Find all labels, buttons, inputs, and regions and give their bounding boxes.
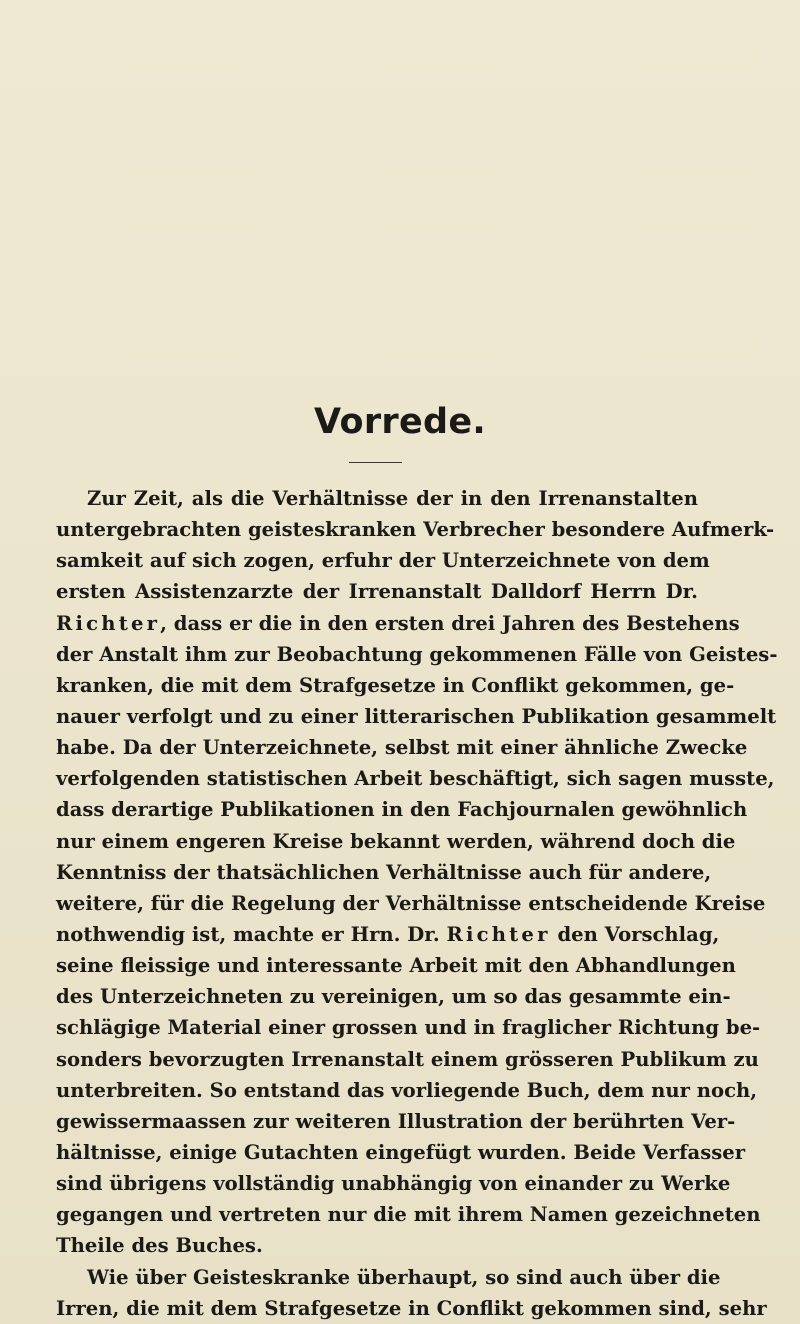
text-line: hältnisse, einige Gutachten eingefügt wurden. Beide Verfasser bbox=[56, 1140, 746, 1164]
text-line: samkeit auf sich zogen, erfuhr der Unterzeichnete von dem bbox=[56, 549, 710, 573]
text-line: Kenntniss der thatsächlichen Verhältnisse auch für andere, bbox=[56, 860, 712, 884]
text-line: untergebrachten geisteskranken Verbrecher besondere Aufmerk- bbox=[56, 518, 775, 542]
text-fragment: , dass er die in den ersten drei Jahren des Bestehens bbox=[160, 611, 740, 635]
text-line: habe. Da der Unterzeichnete, selbst mit einer ähnliche Zwecke bbox=[56, 736, 748, 760]
text-line: nauer verfolgt und zu einer litterarischen Publikation gesammelt bbox=[56, 704, 777, 728]
text-line: des Unterzeichneten zu vereinigen, um so das gesammte ein- bbox=[56, 985, 731, 1009]
text-line: Theile des Buches. bbox=[56, 1234, 263, 1258]
title-rule bbox=[349, 462, 402, 463]
text-line bbox=[56, 919, 720, 950]
text-line: verfolgenden statistischen Arbeit beschäftigt, sich sagen musste, bbox=[56, 767, 775, 791]
text-line: Zur Zeit, als die Verhältnisse der in den Irrenanstalten bbox=[87, 487, 698, 510]
text-line: weitere, für die Regelung der Verhältnisse entscheidende Kreise bbox=[56, 891, 766, 915]
text-line: sonders bevorzugten Irrenanstalt einem grösseren Publikum zu bbox=[56, 1047, 759, 1071]
text-line: der Anstalt ihm zur Beobachtung gekommenen Fälle von Geistes- bbox=[56, 642, 778, 666]
text-line: gegangen und vertreten nur die mit ihrem Namen gezeichneten bbox=[56, 1203, 761, 1227]
text-line: Irren, die mit dem Strafgesetze in Conflikt gekommen sind, sehr bbox=[56, 1296, 767, 1320]
author-name: Richter bbox=[446, 922, 551, 946]
author-name: Richter bbox=[56, 611, 161, 635]
text-fragment: den Vorschlag, bbox=[550, 922, 720, 946]
text-line: kranken, die mit dem Strafgesetze in Conflikt gekommen, ge- bbox=[56, 673, 735, 697]
text-line: schlägige Material einer grossen und in fraglicher Richtung be- bbox=[56, 1016, 761, 1040]
text-line: dass derartige Publikationen in den Fachjournalen gewöhnlich bbox=[56, 798, 748, 822]
text-line: ersten Assistenzarzte der Irrenanstalt Dalldorf Herrn Dr. bbox=[56, 580, 698, 604]
text-fragment: nothwendig ist, machte er Hrn. Dr. bbox=[56, 922, 447, 946]
preface-text bbox=[56, 483, 778, 1324]
page-title: Vorrede. bbox=[314, 402, 486, 442]
text-line: unterbreiten. So entstand das vorliegende Buch, dem nur noch, bbox=[56, 1078, 758, 1102]
text-line: nur einem engeren Kreise bekannt werden, während doch die bbox=[56, 829, 736, 853]
text-line: Wie über Geisteskranke überhaupt, so sind auch über die bbox=[87, 1265, 721, 1289]
text-line: seine fleissige und interessante Arbeit mit den Abhandlungen bbox=[56, 954, 736, 978]
text-line: sind übrigens vollständig unabhängig von einander zu Werke bbox=[56, 1172, 731, 1196]
text-line bbox=[56, 608, 740, 639]
text-line: gewissermaassen zur weiteren Illustration der berührten Ver- bbox=[56, 1109, 736, 1133]
